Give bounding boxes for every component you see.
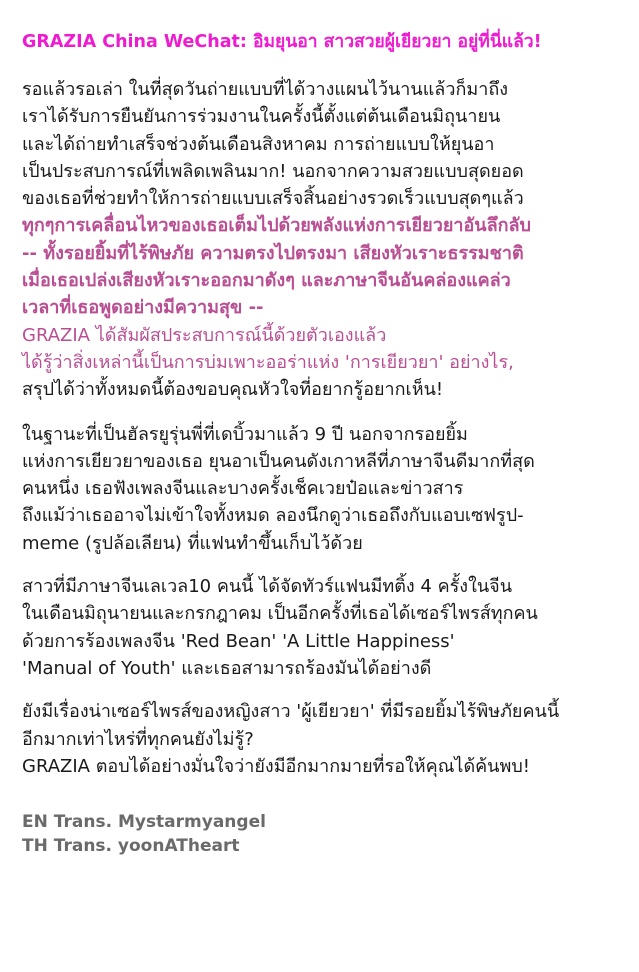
paragraph-line: ด้วยการร้องเพลงจีน 'Red Bean' 'A Little Happiness' [22,630,455,652]
paragraph-line: อีกมากเท่าไหร่ที่ทุกคนยังไม่รู้? [22,728,254,750]
highlight-line: เมื่อเธอเปล่งเสียงหัวเราะออกมาดังๆ และภาษาจีนอันคล่องแคล่ว [22,270,511,292]
paragraph-line: ยังมีเรื่องน่าเซอร์ไพรส์ของหญิงสาว 'ผู้เยียวยา' ที่มีรอยยิ้มไร้พิษภัยคนนี้ [22,701,560,723]
paragraph-line: สาวที่มีภาษาจีนเลเวล10 คนนี้ ได้จัดทัวร์แฟนมีทติ้ง 4 ครั้งในจีน [22,576,513,598]
paragraph-3 [22,573,625,682]
paragraph-4 [22,698,625,780]
paragraph-line: ในฐานะที่เป็นฮัลรยูรุ่นพี่ที่เดบิ้วมาแล้ว 9 ปี นอกจากรอยยิ้ม [22,423,468,445]
paragraph-line: และได้ถ่ายทำเสร็จช่วงต้นเดือนสิงหาคม การถ่ายแบบให้ยุนอา [22,133,495,155]
paragraph-line: แห่งการเยียวยาของเธอ ยุนอาเป็นคนดังเกาหลีที่ภาษาจีนดีมากที่สุด [22,450,535,472]
paragraph-line: meme (รูปล้อเลียน) ที่แฟนทำขึ้นเก็บไว้ด้วย [22,532,363,554]
paragraph-line: ของเธอที่ช่วยทำให้การถ่ายแบบเสร็จสิ้นอย่างรวดเร็วแบบสุดๆแล้ว [22,188,524,210]
paragraph-line: ในเดือนมิถุนายนและกรกฎาคม เป็นอีกครั้งที่เธอได้เซอร์ไพรส์ทุกคน [22,603,538,625]
th-translator-credit: TH Trans. yoonATheart [22,836,240,857]
paragraph-line: GRAZIA ตอบได้อย่างมั่นใจว่ายังมีอีกมากมายที่รอให้คุณได้ค้นพบ! [22,755,530,777]
highlight-line: ทุกๆการเคลื่อนไหวของเธอเต็มไปด้วยพลังแห่งการเยียวยาอันลึกลับ [22,215,531,237]
highlight-line: GRAZIA ได้สัมผัสประสบการณ์นี้ด้วยตัวเองแล้ว [22,324,387,346]
paragraph-line: รอแล้วรอเล่า ในที่สุดวันถ่ายแบบที่ได้วางแผนไว้นานแล้วก็มาถึง [22,79,508,100]
paragraph-line: ถึงแม้ว่าเธออาจไม่เข้าใจทั้งหมด ลองนึกดูว่าเธอถึงกับแอบเซฟรูป- [22,505,524,527]
en-translator-credit: EN Trans. Mystarmyangel [22,812,266,833]
article-title: GRAZIA China WeChat: อิมยุนอา สาวสวยผู้เยียวยา อยู่ที่นี่แล้ว! [22,32,542,52]
highlight-line: -- ทั้งรอยยิ้มที่ไร้พิษภัย ความตรงไปตรงมา เสียงหัวเราะธรรมชาติ [22,242,524,264]
highlight-line: เวลาที่เธอพูดอย่างมีความสุข -- [22,297,264,319]
highlight-line: ได้รู้ว่าสิ่งเหล่านี้เป็นการบ่มเพาะออร่าแห่ง 'การเยียวยา' อย่างไร, [22,351,514,373]
paragraph-line: เป็นประสบการณ์ที่เพลิดเพลินมาก! นอกจากความสวยแบบสุดยอด [22,160,524,182]
paragraph-line: เราได้รับการยืนยันการร่วมงานในครั้งนี้ตั้งแต่ต้นเดือนมิถุนายน [22,106,501,128]
paragraph-line: สรุปได้ว่าทั้งหมดนี้ต้องขอบคุณหัวใจที่อยากรู้อยากเห็น! [22,379,444,401]
paragraph-line: คนหนึ่ง เธอฟังเพลงจีนและบางครั้งเช็คเวยป๋อและข่าวสาร [22,478,464,500]
translation-credits [22,810,625,858]
paragraph-line: 'Manual of Youth' และเธอสามารถร้องมันได้อย่างดี [22,657,432,679]
paragraph-2 [22,421,625,557]
paragraph-1 [22,76,625,404]
